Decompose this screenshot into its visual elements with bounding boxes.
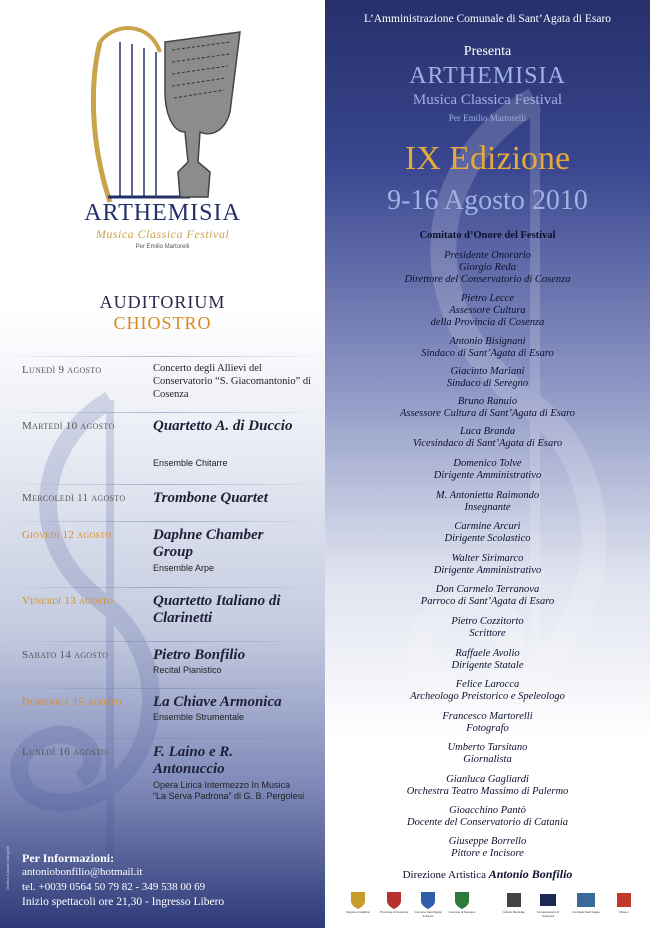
program-day: Lunedì 16 agosto	[22, 746, 108, 758]
committee-member	[325, 679, 650, 703]
program-title: Pietro Bonfilio	[153, 647, 246, 663]
committee-icon	[576, 890, 596, 910]
program-day: Mercoledì 11 agosto	[22, 492, 126, 504]
institute-icon	[504, 890, 524, 910]
committee-member	[325, 742, 650, 766]
committee-member	[325, 774, 650, 798]
program-subtitle: Recital Pianistico	[153, 665, 222, 675]
festival-dates: 9-16 Agosto 2010	[387, 185, 588, 216]
sponsor-logo: Museo	[609, 890, 639, 914]
member-role: Sindaco di Seregno	[446, 378, 529, 389]
program-day: Domenica 15 agosto	[22, 696, 122, 708]
member-role: Direttore del Conservatorio di Cosenza	[404, 274, 571, 285]
member-name: Don Carmelo Terranova	[435, 584, 540, 595]
crest-icon	[348, 890, 368, 910]
committee-member	[325, 521, 650, 545]
member-name: Domenico Tolve	[453, 458, 522, 469]
artistic-direction-label: Direzione Artistica	[402, 869, 486, 881]
crest-icon	[452, 890, 472, 910]
committee-member	[325, 553, 650, 577]
sponsor-logo: Istituto Musicale	[499, 890, 529, 914]
member-name: Raffaele Avolio	[455, 648, 520, 659]
program-subtitle: Ensemble Arpe	[153, 563, 215, 573]
member-role: Archeologo Preistorico e Speleologo	[410, 691, 565, 702]
member-name: Antonio Bisignani	[449, 336, 526, 347]
festival-subtitle: Musica Classica Festival	[412, 92, 563, 108]
crest-icon	[384, 890, 404, 910]
member-name: M. Antonietta Raimondo	[435, 490, 540, 501]
sponsor-logos	[333, 890, 645, 924]
member-role: Docente del Conservatorio di Catania	[407, 817, 568, 828]
sponsor-logo: Provincia di Cosenza	[379, 890, 409, 914]
sponsor-logo: Regione Calabria	[343, 890, 373, 914]
program-title: Quartetto Italiano di Clarinetti	[153, 593, 281, 626]
info-title: Per Informazioni:	[22, 851, 115, 865]
info-phone: tel. +0039 0564 50 79 82 - 349 538 00 69	[22, 881, 206, 893]
program-subtitle: Ensemble Chitarre	[153, 458, 228, 468]
logo-dedication: Per Emilio Martorelli	[135, 244, 190, 250]
program-title: Trombone Quartet	[153, 490, 268, 506]
festival-name: ARTHEMISIA	[409, 63, 566, 89]
museum-icon	[614, 890, 634, 910]
info-email: antoniobonfilio@hotmail.it	[22, 866, 143, 878]
member-role: Vicesindaco di Sant’Agata di Esaro	[412, 438, 563, 449]
member-name: Pietro Lecce	[461, 293, 514, 304]
program-day: Lunedì 9 agosto	[22, 364, 102, 376]
sponsor-logo: Comitato Sant’Agata	[571, 890, 601, 914]
program-subtitle: Opera Lirica Intermezzo In Musica	[153, 780, 291, 790]
member-name: Francesco Martorelli	[442, 711, 533, 722]
member-role: Orchestra Teatro Massimo di Palermo	[406, 786, 569, 797]
committee-member	[325, 336, 650, 360]
committee-member	[325, 584, 650, 608]
committee-member	[325, 711, 650, 735]
member-name: Bruno Ranuio	[457, 396, 518, 407]
member-role: Dirigente Amministrativo	[433, 565, 542, 576]
graphic-credit: Grafica Claudio Margiotti	[5, 845, 10, 890]
member-role: Sindaco di Sant’Agata di Esaro	[421, 348, 554, 359]
committee-member	[325, 458, 650, 482]
program-day: Martedì 10 agosto	[22, 420, 115, 432]
member-role: Scrittore	[469, 628, 506, 639]
program-subtitle-2: “La Serva Padrona” di G. B. Pergolesi	[153, 791, 305, 801]
info-start: Inizio spettacoli ore 21,30 - Ingresso Libero	[22, 896, 225, 908]
committee-title: Comitato d’Onore del Festival	[419, 230, 556, 241]
committee-member	[325, 366, 650, 390]
program-subtitle: Ensemble Strumentale	[153, 712, 245, 722]
member-role: Pittore e Incisore	[451, 848, 524, 859]
member-role: Insegnante	[464, 502, 511, 513]
member-role: Dirigente Scolastico	[444, 533, 531, 544]
committee-member	[325, 250, 650, 286]
member-name: Luca Branda	[459, 426, 516, 437]
presents-label: Presenta	[463, 44, 512, 59]
member-name: Giacinto Mariani	[450, 366, 525, 377]
committee-member	[325, 396, 650, 420]
member-name: Giuseppe Borrello	[448, 836, 527, 847]
member-role: Parroco di Sant’Agata di Esaro	[420, 596, 555, 607]
program-day: Venerdì 13 agosto	[22, 595, 114, 607]
member-name: Gianluca Gagliardi	[446, 774, 529, 785]
member-role: Dirigente Statale	[451, 660, 524, 671]
committee-member	[325, 293, 650, 329]
artistic-director-name: Antonio Bonfilio	[488, 867, 573, 881]
treble-clef-decoration	[0, 380, 260, 880]
edition-title: IX Edizione	[404, 140, 571, 177]
logo-subtitle: Musica Classica Festival	[95, 227, 230, 241]
member-name: Umberto Tarsitano	[447, 742, 528, 753]
committee-member	[325, 836, 650, 860]
program-title: La Chiave Armonica	[153, 694, 282, 710]
program-day: Giovedì 12 agosto	[22, 529, 112, 541]
conservatory-icon	[538, 890, 558, 910]
committee-member	[325, 616, 650, 640]
member-role: Giornalista	[463, 754, 512, 765]
program-title: Quartetto A. di Duccio	[153, 418, 293, 434]
member-name: Carmine Arcuri	[454, 521, 521, 532]
crest-icon	[418, 890, 438, 910]
venue-line-1: AUDITORIUM	[99, 292, 226, 312]
member-name: Felice Larocca	[455, 679, 520, 690]
committee-member	[325, 426, 650, 450]
member-name: Walter Sirimarco	[451, 553, 524, 564]
program-title: F. Laino e R. Antonuccio	[153, 744, 234, 777]
sponsor-logo: Comune di Seregno	[447, 890, 477, 914]
artistic-direction	[325, 867, 650, 882]
member-role-2: della Provincia di Cosenza	[430, 317, 545, 328]
program-event: Concerto degli Allievi del Conservatorio “S. Giacomantonio” di Cosenza	[153, 363, 312, 400]
committee-member	[325, 648, 650, 672]
program-day: Sabato 14 agosto	[22, 649, 109, 661]
member-name: Gioacchino Pantò	[449, 805, 526, 816]
member-name: Giorgio Reda	[458, 262, 517, 273]
member-name: Pietro Cozzitorto	[451, 616, 524, 627]
committee-member	[325, 805, 650, 829]
member-role: Dirigente Amministrativo	[433, 470, 542, 481]
festival-dedication: Per Emilio Martorelli	[448, 113, 527, 123]
sponsor-logo: Comune Sant’Agata di Esaro	[413, 890, 443, 918]
right-panel	[325, 0, 650, 928]
member-role: Fotografo	[466, 723, 509, 734]
member-line: Presidente Onorario	[444, 250, 531, 261]
member-role: Assessore Cultura	[449, 305, 526, 316]
sponsor-logo: Conservatorio di Cosenza	[533, 890, 563, 918]
arthemisia-logo	[80, 22, 250, 212]
program-title: Daphne Chamber Group	[153, 527, 264, 560]
venue-line-2: CHIOSTRO	[113, 313, 212, 333]
member-role: Assessore Cultura di Sant’Agata di Esaro	[399, 408, 576, 419]
committee-member	[325, 490, 650, 514]
organizer-line: L’Amministrazione Comunale di Sant’Agata di Esaro	[363, 13, 612, 25]
logo-name: ARTHEMISIA	[84, 200, 241, 226]
